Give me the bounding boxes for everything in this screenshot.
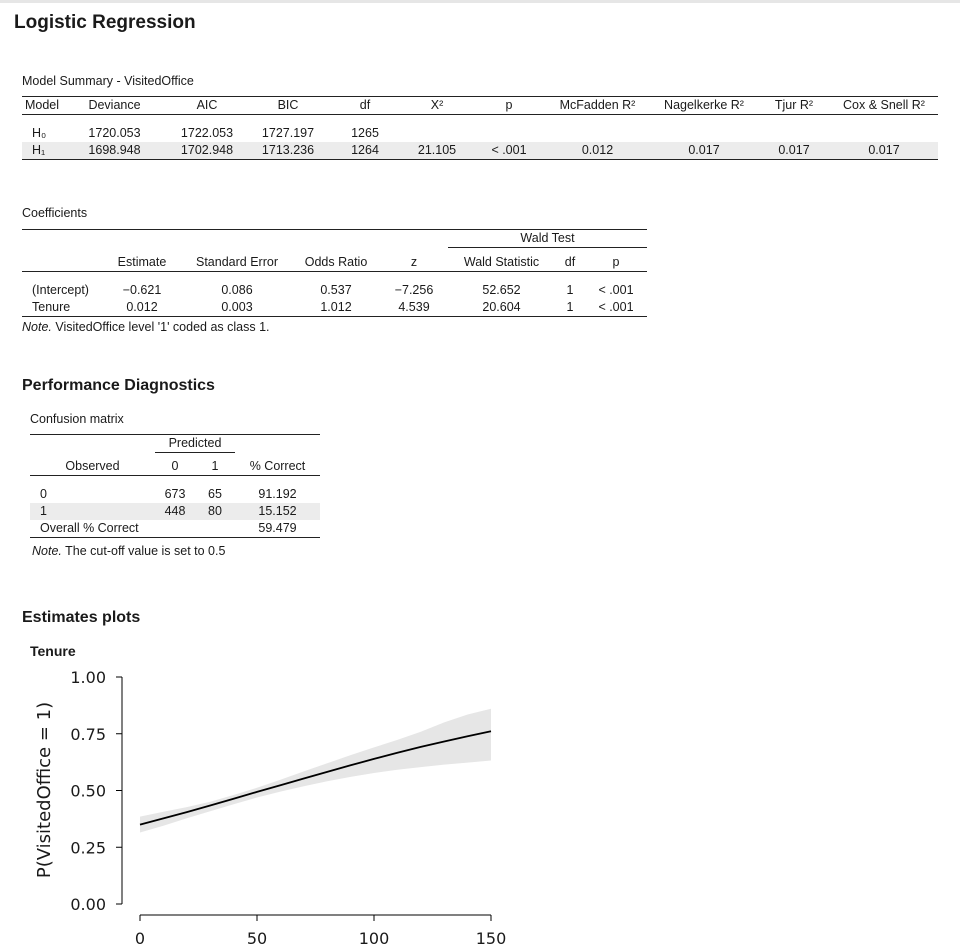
table-row xyxy=(22,142,938,160)
cell: 1698.948 xyxy=(62,142,167,160)
cell: 1727.197 xyxy=(261,126,315,140)
coefficients-header-row xyxy=(22,254,647,272)
cell: 52.652 xyxy=(482,283,521,297)
page-title: Logistic Regression xyxy=(14,12,196,33)
col-z: z xyxy=(380,254,448,272)
col-term xyxy=(22,254,102,272)
col-standard-error: Standard Error xyxy=(182,254,292,272)
table-row xyxy=(30,503,320,520)
cell: 21.105 xyxy=(401,142,473,160)
col-nagelkerke: Nagelkerke R² xyxy=(650,97,758,115)
cell xyxy=(758,125,830,142)
cell: 65 xyxy=(208,487,222,501)
col-observed: Observed xyxy=(30,458,155,476)
col-mcfadden: McFadden R² xyxy=(545,97,650,115)
cell xyxy=(195,520,235,538)
y-tick-label: 1.00 xyxy=(70,668,106,687)
note-text: VisitedOffice level '1' coded as class 1. xyxy=(51,320,270,334)
cell: 1720.053 xyxy=(88,126,141,140)
x-tick-label: 0 xyxy=(134,929,146,948)
col-chisq: X² xyxy=(401,97,473,115)
x-tick-label: 50 xyxy=(246,929,268,948)
cell: 1265 xyxy=(351,126,379,140)
cell: 0.017 xyxy=(650,142,758,160)
cell xyxy=(155,520,195,538)
top-border xyxy=(0,0,960,3)
cell: 0.012 xyxy=(102,299,182,317)
coefficients-caption: Coefficients xyxy=(22,206,88,220)
confusion-caption: Confusion matrix xyxy=(30,412,124,426)
table-row xyxy=(22,299,647,317)
cell: (Intercept) xyxy=(32,283,89,297)
col-coxsnell: Cox & Snell R² xyxy=(830,97,938,115)
col-p: p xyxy=(473,97,545,115)
cell: Overall % Correct xyxy=(30,520,155,538)
cell: 20.604 xyxy=(448,299,555,317)
estimates-plots-title: Estimates plots xyxy=(22,609,141,626)
confusion-note xyxy=(32,544,225,558)
cell: Tenure xyxy=(22,299,102,317)
cell: 0 xyxy=(40,487,47,501)
cell: 1264 xyxy=(329,142,401,160)
col-wald-p: p xyxy=(585,254,647,272)
col-deviance: Deviance xyxy=(62,97,167,115)
cell: 673 xyxy=(164,487,186,501)
cell: 0.017 xyxy=(830,142,938,160)
col-df: df xyxy=(329,97,401,115)
cell xyxy=(473,125,545,142)
cell: H₁ xyxy=(22,142,62,160)
y-tick-label: 0.25 xyxy=(70,838,106,858)
table-row xyxy=(22,282,647,299)
note-label: Note. xyxy=(22,320,52,334)
x-tick-label: 150 xyxy=(475,929,507,948)
cell xyxy=(830,125,938,142)
confusion-header-row xyxy=(30,458,320,476)
cell: 15.152 xyxy=(235,503,320,520)
cell: 0.537 xyxy=(320,283,352,297)
cell: 91.192 xyxy=(258,487,297,501)
cell: 4.539 xyxy=(380,299,448,317)
cell: 0.086 xyxy=(221,283,253,297)
confidence-band xyxy=(140,709,491,833)
chart-svg xyxy=(0,640,960,948)
col-bic: BIC xyxy=(247,97,329,115)
cell xyxy=(545,125,650,142)
col-wald-statistic: Wald Statistic xyxy=(448,254,555,272)
cell: 448 xyxy=(155,503,195,520)
table-row xyxy=(30,486,320,503)
x-tick-label: 100 xyxy=(358,929,390,948)
cell: 1713.236 xyxy=(247,142,329,160)
table-row xyxy=(30,520,320,538)
y-tick-label: 0.50 xyxy=(70,781,106,801)
cell xyxy=(650,125,758,142)
cell: 1702.948 xyxy=(167,142,247,160)
col-aic: AIC xyxy=(167,97,247,115)
note-text: The cut-off value is set to 0.5 xyxy=(61,544,226,558)
table-row xyxy=(22,125,938,142)
coefficients-table xyxy=(22,229,647,317)
plot-title: Tenure xyxy=(30,643,76,659)
y-tick-label: 0.00 xyxy=(70,895,106,914)
col-estimate: Estimate xyxy=(102,254,182,272)
col-odds-ratio: Odds Ratio xyxy=(292,254,380,272)
predicted-header: Predicted xyxy=(155,435,235,453)
estimates-chart xyxy=(0,640,960,948)
cell: < .001 xyxy=(585,299,647,317)
cell: 1722.053 xyxy=(180,126,234,140)
cell: −7.256 xyxy=(394,283,434,297)
performance-title: Performance Diagnostics xyxy=(22,377,215,394)
coefficients-note xyxy=(22,320,270,334)
confusion-table xyxy=(30,434,320,538)
model-summary-caption: Model Summary - VisitedOffice xyxy=(22,74,194,88)
cell: < .001 xyxy=(473,142,545,160)
col-predicted-1: 1 xyxy=(195,458,235,476)
cell: 1 xyxy=(555,299,585,317)
note-label: Note. xyxy=(32,544,62,558)
col-percent-correct: % Correct xyxy=(235,458,320,476)
col-predicted-0: 0 xyxy=(155,458,195,476)
cell: 59.479 xyxy=(235,520,320,538)
cell xyxy=(401,125,473,142)
y-axis-label: P(VisitedOffice = 1) xyxy=(34,701,55,879)
cell: 1 xyxy=(30,503,155,520)
cell: −0.621 xyxy=(122,283,162,297)
cell: 1 xyxy=(566,283,574,297)
col-wald-df: df xyxy=(555,254,585,272)
model-summary-header-row xyxy=(22,97,938,115)
cell: 1.012 xyxy=(292,299,380,317)
y-tick-label: 0.75 xyxy=(70,724,106,744)
model-summary-table xyxy=(22,96,938,160)
col-tjur: Tjur R² xyxy=(758,97,830,115)
cell: 80 xyxy=(195,503,235,520)
cell: 0.003 xyxy=(182,299,292,317)
cell: 0.012 xyxy=(545,142,650,160)
wald-test-header: Wald Test xyxy=(448,230,647,248)
cell: < .001 xyxy=(598,283,634,297)
cell: H₀ xyxy=(32,126,47,140)
col-model: Model xyxy=(22,97,62,115)
cell: 0.017 xyxy=(758,142,830,160)
